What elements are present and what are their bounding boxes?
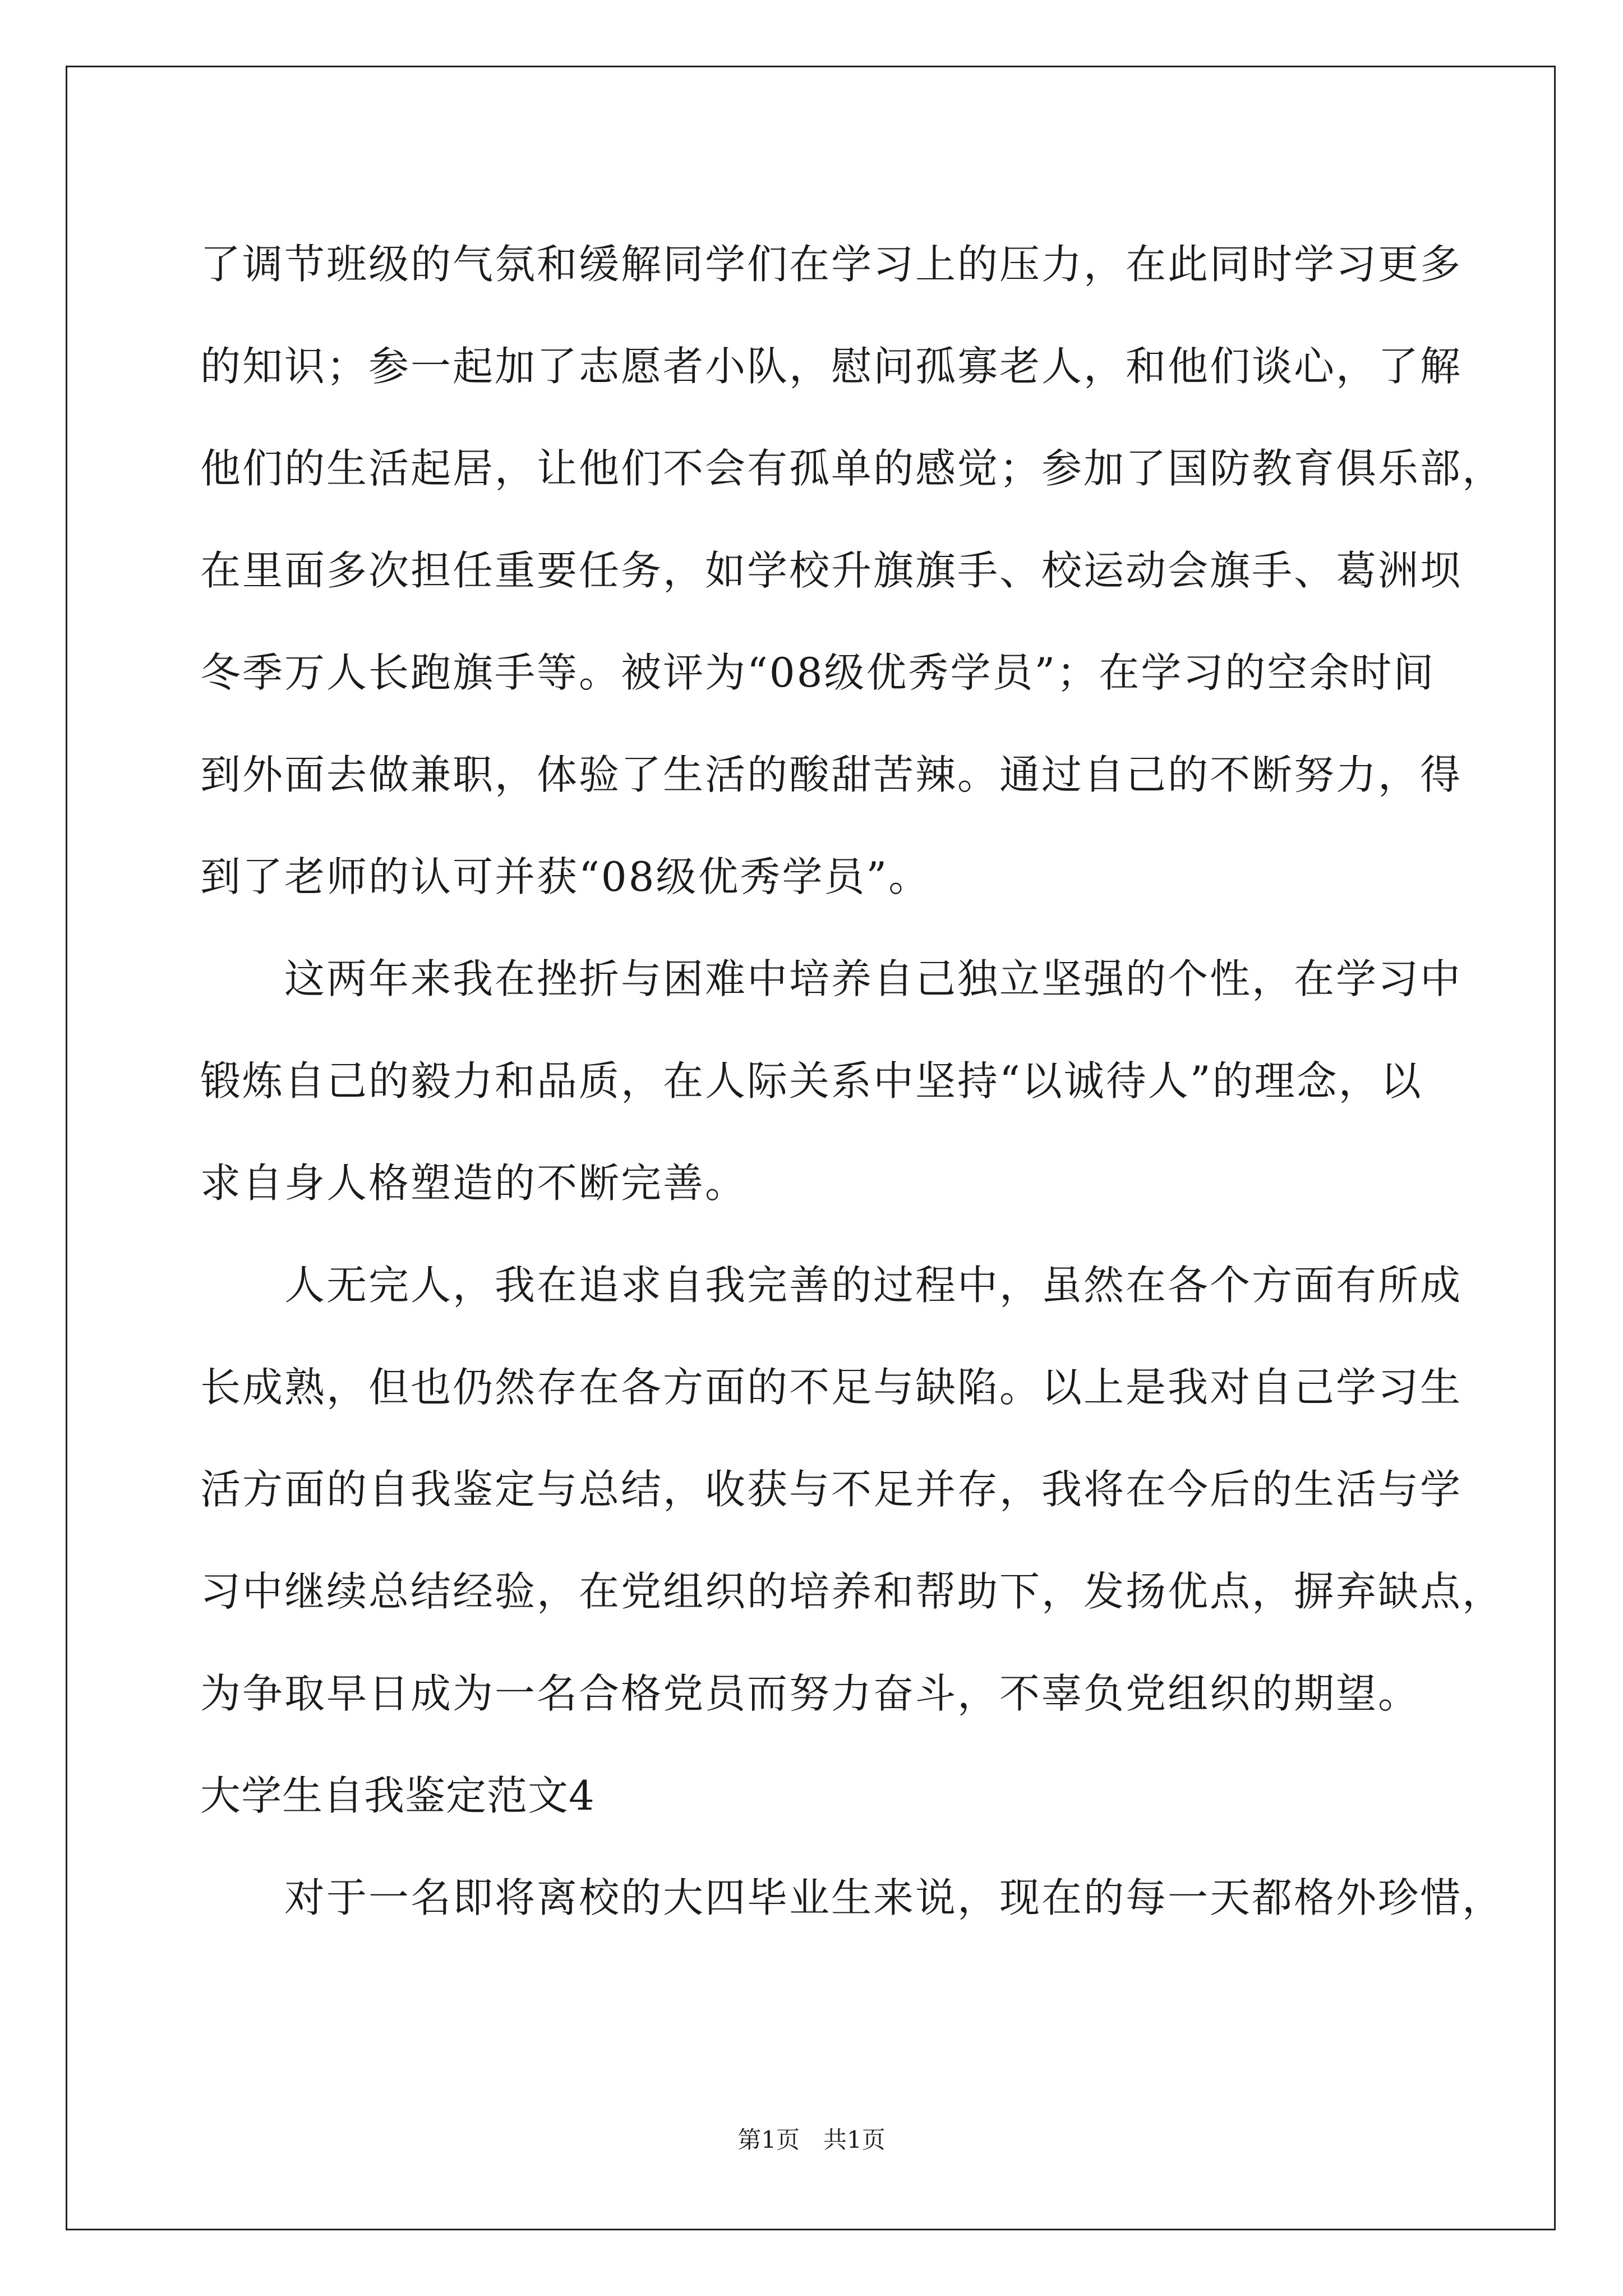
text-line: 长成熟，但也仍然存在各方面的不足与缺陷。以上是我对自己学习生 bbox=[200, 1364, 1463, 1411]
page-total: 共1页 bbox=[823, 2126, 886, 2154]
text-line: 习中继续总结经验，在党组织的培养和帮助下，发扬优点，摒弃缺点， bbox=[200, 1568, 1505, 1615]
text-line: 对于一名即将离校的大四毕业生来说，现在的每一天都格外珍惜， bbox=[200, 1874, 1505, 1921]
text-line: 他们的生活起居，让他们不会有孤单的感觉；参加了国防教育俱乐部， bbox=[200, 445, 1505, 492]
text-line: 到了老师的认可并获“08级优秀学员”。 bbox=[200, 853, 931, 900]
page-footer bbox=[0, 2123, 1623, 2157]
page-number: 第1页 bbox=[737, 2126, 800, 2154]
text-line: 了调节班级的气氛和缓解同学们在学习上的压力，在此同时学习更多 bbox=[200, 241, 1463, 288]
text-line: 活方面的自我鉴定与总结，收获与不足并存，我将在今后的生活与学 bbox=[200, 1466, 1463, 1513]
text-line: 到外面去做兼职，体验了生活的酸甜苦辣。通过自己的不断努力，得 bbox=[200, 751, 1463, 798]
text-line: 锻炼自己的毅力和品质，在人际关系中坚持“以诚待人”的理念，以 bbox=[200, 1057, 1423, 1105]
text-line: 这两年来我在挫折与困难中培养自己独立坚强的个性，在学习中 bbox=[200, 955, 1463, 1002]
text-line: 求自身人格塑造的不断完善。 bbox=[200, 1159, 748, 1207]
text-line: 在里面多次担任重要任务，如学校升旗旗手、校运动会旗手、葛洲坝 bbox=[200, 547, 1463, 594]
text-line: 人无完人，我在追求自我完善的过程中，虽然在各个方面有所成 bbox=[200, 1262, 1463, 1309]
text-line: 的知识；参一起加了志愿者小队，慰问孤寡老人，和他们谈心，了解 bbox=[200, 343, 1463, 390]
section-heading: 大学生自我鉴定范文4 bbox=[200, 1772, 595, 1819]
document-body bbox=[200, 213, 1505, 1949]
text-line: 冬季万人长跑旗手等。被评为“08级优秀学员”；在学习的空余时间 bbox=[200, 649, 1436, 696]
text-line: 为争取早日成为一名合格党员而努力奋斗，不辜负党组织的期望。 bbox=[200, 1670, 1421, 1717]
